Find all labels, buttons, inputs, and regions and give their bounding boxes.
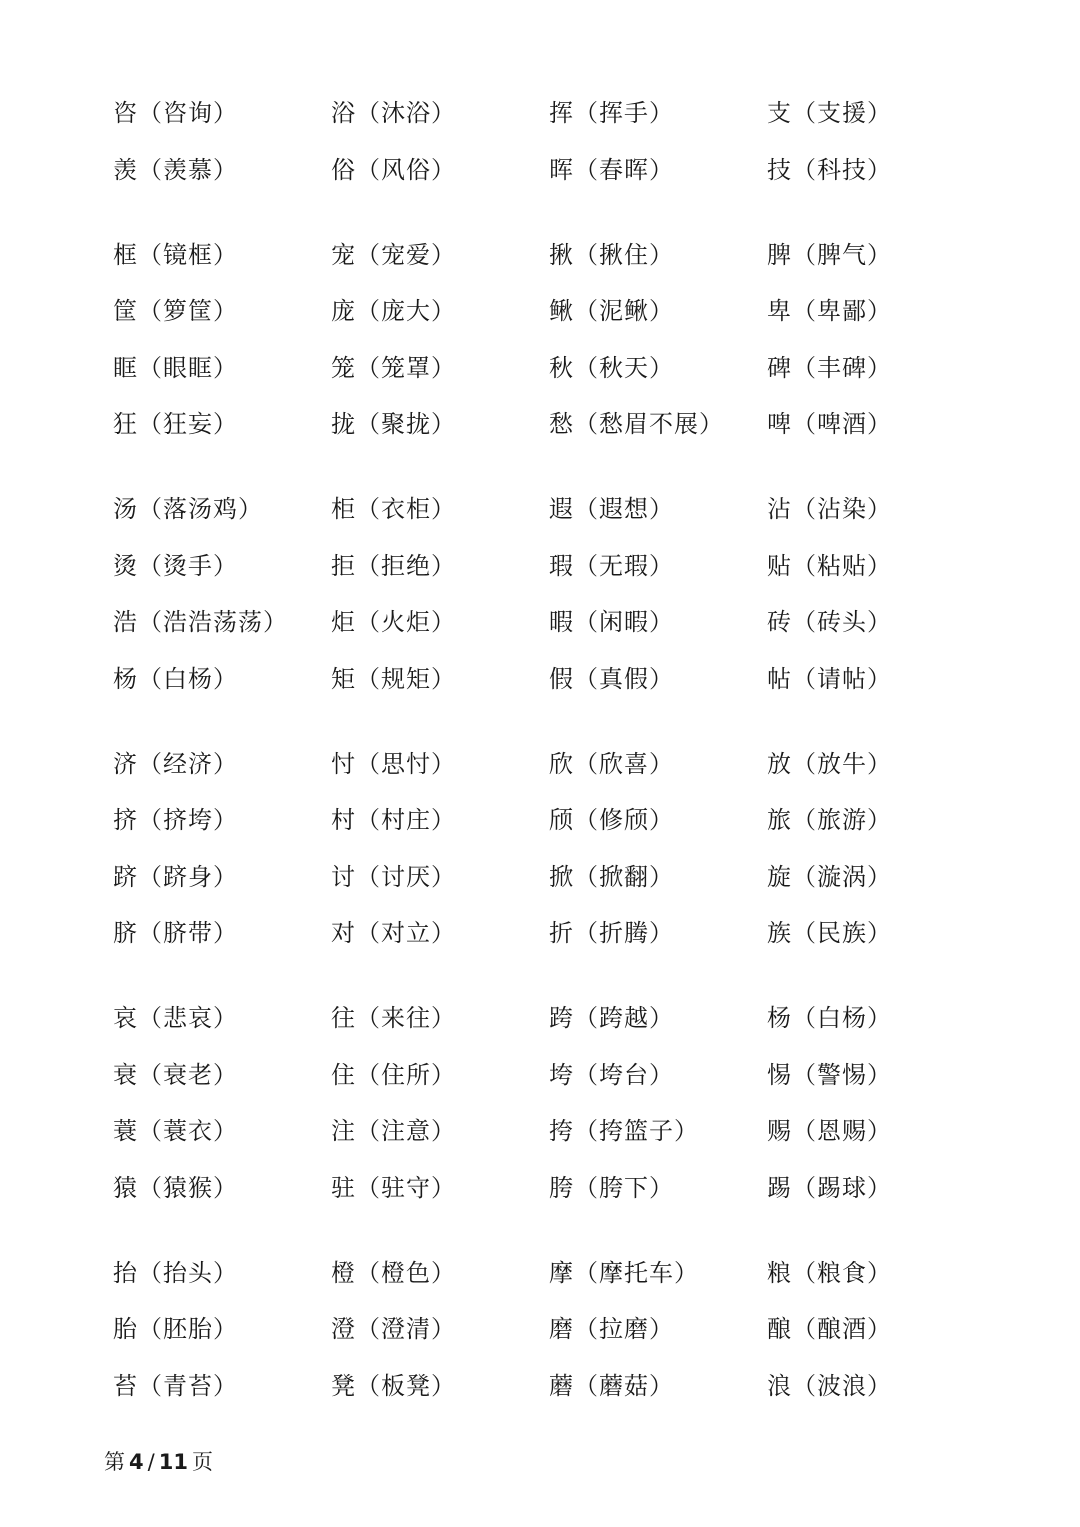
word-entry: 驻（驻守） — [331, 1173, 456, 1202]
word-entry: 澄（澄清） — [331, 1315, 456, 1343]
word-entry: 挥（挥手） — [549, 99, 674, 127]
word-entry: 框（镜框） — [113, 240, 238, 269]
word-entry: 哀（悲哀） — [113, 1004, 238, 1032]
word-entry: 杨（白杨） — [113, 664, 238, 693]
word-entry: 对（对立） — [331, 919, 456, 947]
word-entry: 浩（浩浩荡荡） — [113, 608, 288, 636]
word-entry: 拒（拒绝） — [331, 551, 456, 580]
word-entry: 柜（衣柜） — [331, 495, 456, 523]
word-entry: 支（支援） — [767, 99, 892, 127]
word-row — [0, 863, 1080, 919]
word-row — [0, 241, 1080, 297]
word-row — [0, 552, 1080, 608]
word-entry: 旅（旅游） — [767, 806, 892, 834]
word-entry: 欣（欣喜） — [549, 749, 674, 778]
word-entry: 遐（遐想） — [549, 495, 674, 523]
word-entry: 磨（拉磨） — [549, 1315, 674, 1343]
word-row — [0, 1372, 1080, 1428]
word-entry: 啤（啤酒） — [767, 410, 892, 438]
word-entry: 鳅（泥鳅） — [549, 297, 674, 325]
word-entry: 眶（眼眶） — [113, 353, 238, 382]
word-entry: 咨（咨询） — [113, 99, 238, 127]
word-row — [0, 1315, 1080, 1371]
word-entry: 凳（板凳） — [331, 1371, 456, 1400]
word-entry: 住（住所） — [331, 1060, 456, 1089]
word-entry: 村（村庄） — [331, 806, 456, 834]
word-entry: 笼（笼罩） — [331, 353, 456, 382]
word-entry: 挤（挤垮） — [113, 806, 238, 834]
word-entry: 贴（粘贴） — [767, 551, 892, 580]
word-entry: 摩（摩托车） — [549, 1258, 699, 1287]
total-pages-number: 11 — [158, 1450, 188, 1474]
word-entry: 砖（砖头） — [767, 608, 892, 636]
footer-suffix: 页 — [191, 1450, 213, 1474]
word-entry: 掀（掀翻） — [549, 862, 674, 891]
word-row — [0, 495, 1080, 551]
word-entry: 脐（脐带） — [113, 919, 238, 947]
word-entry: 汤（落汤鸡） — [113, 495, 263, 523]
word-row — [0, 99, 1080, 155]
word-row — [0, 665, 1080, 721]
word-row — [0, 297, 1080, 353]
word-entry: 筐（箩筐） — [113, 297, 238, 325]
word-entry: 酿（酿酒） — [767, 1315, 892, 1343]
word-entry: 族（民族） — [767, 919, 892, 947]
word-entry: 沾（沾染） — [767, 495, 892, 523]
word-entry: 忖（思忖） — [331, 749, 456, 778]
current-page-number: 4 — [129, 1450, 144, 1474]
word-entry: 愁（愁眉不展） — [549, 410, 724, 438]
word-entry: 垮（垮台） — [549, 1060, 674, 1089]
word-row — [0, 608, 1080, 664]
word-entry: 矩（规矩） — [331, 664, 456, 693]
word-entry: 烫（烫手） — [113, 551, 238, 580]
word-row — [0, 354, 1080, 410]
word-entry: 折（折腾） — [549, 919, 674, 947]
word-row — [0, 156, 1080, 212]
word-row — [0, 1004, 1080, 1060]
word-entry: 踢（踢球） — [767, 1173, 892, 1202]
word-entry: 帖（请帖） — [767, 664, 892, 693]
word-entry: 跻（跻身） — [113, 862, 238, 891]
word-entry: 羡（羡慕） — [113, 155, 238, 184]
word-entry: 晖（春晖） — [549, 155, 674, 184]
footer-prefix: 第 — [104, 1450, 125, 1474]
word-entry: 假（真假） — [549, 664, 674, 693]
word-entry: 跨（跨越） — [549, 1004, 674, 1032]
word-entry: 放（放牛） — [767, 749, 892, 778]
word-entry: 秋（秋天） — [549, 353, 674, 382]
word-entry: 庞（庞大） — [331, 297, 456, 325]
word-entry: 暇（闲暇） — [549, 608, 674, 636]
word-entry: 蓑（蓑衣） — [113, 1117, 238, 1145]
word-row — [0, 1174, 1080, 1230]
word-entry: 浴（沐浴） — [331, 99, 456, 127]
word-row — [0, 750, 1080, 806]
word-entry: 衰（衰老） — [113, 1060, 238, 1089]
word-entry: 讨（讨厌） — [331, 862, 456, 891]
word-row — [0, 806, 1080, 862]
word-entry: 胎（胚胎） — [113, 1315, 238, 1343]
word-row — [0, 410, 1080, 466]
word-entry: 注（注意） — [331, 1117, 456, 1145]
word-entry: 瑕（无瑕） — [549, 551, 674, 580]
word-entry: 狂（狂妄） — [113, 410, 238, 438]
word-row — [0, 1259, 1080, 1315]
word-entry: 技（科技） — [767, 155, 892, 184]
word-entry: 蘑（蘑菇） — [549, 1371, 674, 1400]
word-entry: 碑（丰碑） — [767, 353, 892, 382]
word-row — [0, 919, 1080, 975]
word-entry: 惕（警惕） — [767, 1060, 892, 1089]
word-entry: 俗（风俗） — [331, 155, 456, 184]
word-entry: 旋（漩涡） — [767, 862, 892, 891]
word-entry: 济（经济） — [113, 749, 238, 778]
word-entry: 颀（修颀） — [549, 806, 674, 834]
word-entry: 橙（橙色） — [331, 1258, 456, 1287]
word-entry: 猿（猿猴） — [113, 1173, 238, 1202]
word-entry: 揪（揪住） — [549, 240, 674, 269]
word-entry: 脾（脾气） — [767, 240, 892, 269]
word-entry: 苔（青苔） — [113, 1371, 238, 1400]
word-entry: 胯（胯下） — [549, 1173, 674, 1202]
page-separator: / — [147, 1450, 155, 1474]
word-entry: 往（来往） — [331, 1004, 456, 1032]
word-entry: 抬（抬头） — [113, 1258, 238, 1287]
page-footer — [104, 1449, 213, 1475]
word-entry: 拢（聚拢） — [331, 410, 456, 438]
word-row — [0, 1061, 1080, 1117]
word-entry: 粮（粮食） — [767, 1258, 892, 1287]
word-entry: 炬（火炬） — [331, 608, 456, 636]
word-entry: 浪（波浪） — [767, 1371, 892, 1400]
word-entry: 杨（白杨） — [767, 1004, 892, 1032]
word-entry: 宠（宠爱） — [331, 240, 456, 269]
word-entry: 卑（卑鄙） — [767, 297, 892, 325]
word-row — [0, 1117, 1080, 1173]
word-entry: 挎（挎篮子） — [549, 1117, 699, 1145]
word-entry: 赐（恩赐） — [767, 1117, 892, 1145]
